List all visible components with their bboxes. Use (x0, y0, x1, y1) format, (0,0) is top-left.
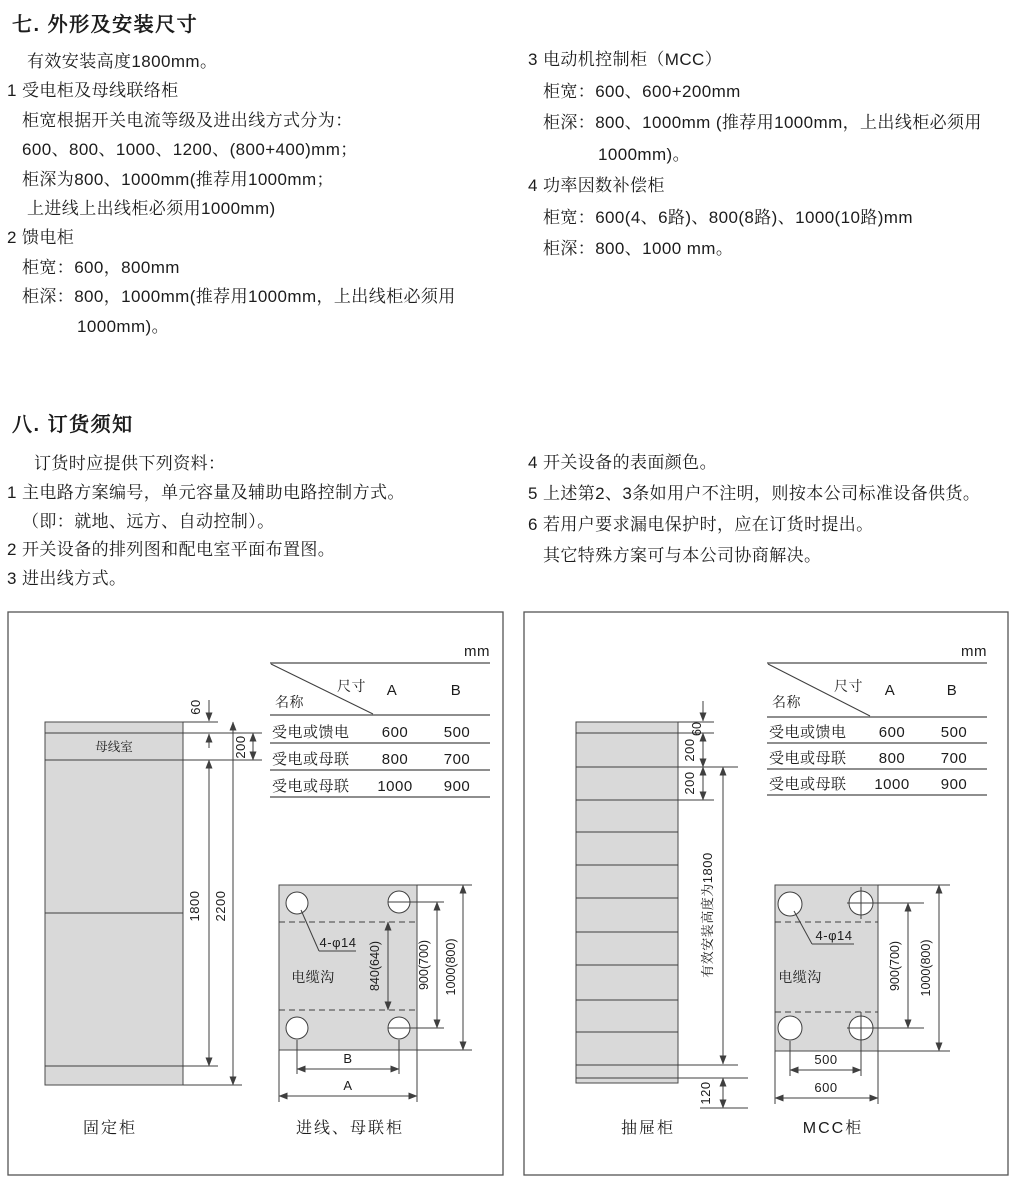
row-a: 1000 (377, 778, 413, 795)
busbar-room-label: 母线室 (95, 740, 133, 754)
spec-line: 4 开关设备的表面颜色。 (528, 453, 717, 472)
spec-line: 柜宽根据开关电流等级及进出线方式分为： (22, 110, 353, 130)
dim-label: 840(640) (368, 940, 382, 992)
spec-line: 1000mm)。 (77, 316, 170, 336)
row-a: 800 (878, 750, 906, 767)
dim-label: 有效安装高度为1800 (700, 852, 715, 978)
dim-label: 900(700) (417, 939, 431, 991)
spec-line: 柜宽：600，800mm (22, 257, 180, 277)
row-name: 受电或母联 (769, 750, 847, 767)
cable-trench-label: 电缆沟 (778, 969, 822, 985)
left-diagram-panel (8, 612, 503, 1175)
cable-trench-label: 电缆沟 (291, 969, 335, 985)
row-b: 900 (940, 776, 968, 793)
spec-line: 3 电动机控制柜（MCC） (528, 50, 723, 69)
spec-line: 2 馈电柜 (7, 228, 75, 248)
dim-label: 2200 (213, 890, 228, 922)
row-name: 受电或母联 (769, 776, 847, 793)
spec-line: 柜深：800，1000mm(推荐用1000mm，上出线柜必须用 (22, 287, 456, 307)
spec-line: 2 开关设备的排列图和配电室平面布置图。 (7, 540, 336, 560)
row-name: 受电或母联 (272, 778, 350, 795)
spec-line: 1000mm)。 (598, 144, 691, 164)
spec-line: 5 上述第2、3条如用户不注明，则按本公司标准设备供货。 (528, 484, 981, 503)
dim-label: B (343, 1051, 353, 1066)
table-col-b: B (450, 682, 462, 699)
row-a: 1000 (874, 776, 910, 793)
dim-label: 1800 (187, 890, 202, 922)
size-table-right (767, 643, 987, 795)
spec-line: 柜深为800、1000mm(推荐用1000mm； (22, 169, 334, 189)
unit-label: mm (464, 643, 490, 660)
row-a: 800 (381, 751, 409, 768)
spec-line: 上进线上出线柜必须用1000mm) (27, 199, 276, 219)
row-a: 600 (878, 724, 906, 741)
fixed-cabinet-drawing (45, 699, 262, 1137)
spec-line: 1 主电路方案编号，单元容量及辅助电路控制方式。 (7, 482, 405, 502)
table-header-name: 名称 (772, 694, 801, 710)
foundation-plan-left (279, 885, 472, 1137)
dim-label: 600 (814, 1080, 838, 1095)
section-8-title: 八. 订货须知 (12, 414, 134, 436)
bolt-hole-label: 4-φ14 (319, 935, 357, 950)
spec-line: 6 若用户要求漏电保护时，应在订货时提出。 (528, 515, 874, 534)
dim-label: 900(700) (888, 940, 902, 992)
dim-label: 1000(800) (919, 939, 933, 997)
table-row (272, 723, 470, 741)
section-7-title: 七. 外形及安装尺寸 (12, 14, 199, 36)
cabinet-caption: 抽屉柜 (620, 1120, 676, 1137)
spec-line: 柜宽：600、600+200mm (543, 81, 741, 101)
cabinet-caption: 固定柜 (82, 1120, 138, 1137)
plan-caption: 进线、母联柜 (295, 1120, 405, 1137)
cabinet-body (576, 722, 678, 1083)
row-b: 700 (443, 751, 471, 768)
table-row (272, 750, 470, 768)
dim-label: 1000(800) (444, 938, 458, 996)
dim-label: 200 (682, 771, 697, 795)
row-b: 500 (443, 724, 471, 741)
foundation-plan-right (775, 885, 950, 1137)
row-b: 700 (940, 750, 968, 767)
dim-label: 60 (188, 699, 203, 715)
table-col-a: A (386, 682, 398, 699)
table-header-dim: 尺寸 (337, 678, 366, 694)
section-7-left-column (7, 47, 517, 341)
table-row (769, 723, 967, 741)
spec-line: 订货时应提供下列资料： (34, 454, 226, 473)
spec-line: 其它特殊方案可与本公司协商解决。 (543, 546, 822, 565)
size-table-left (270, 643, 490, 797)
dim-label: 200 (682, 738, 697, 762)
dim-label: 120 (698, 1081, 713, 1105)
row-a: 600 (381, 724, 409, 741)
table-col-a: A (884, 682, 896, 699)
cabinet-body (45, 722, 183, 1085)
table-header-dim: 尺寸 (834, 678, 863, 694)
bolt-hole (286, 892, 308, 914)
dim-label: A (343, 1078, 353, 1093)
table-col-b: B (946, 682, 958, 699)
bolt-hole-label: 4-φ14 (815, 928, 853, 943)
spec-line: 3 进出线方式。 (7, 569, 127, 589)
spec-line: 600、800、1000、1200、(800+400)mm； (22, 140, 358, 160)
row-name: 受电或馈电 (272, 724, 350, 741)
table-row (769, 775, 967, 793)
table-row (272, 777, 470, 795)
row-name: 受电或母联 (272, 751, 350, 768)
dimension-diagrams (0, 600, 1015, 1190)
bolt-hole (778, 892, 802, 916)
section-8-right-column (528, 447, 1015, 571)
dim-label: 500 (814, 1052, 838, 1067)
table-header-name: 名称 (275, 694, 304, 710)
spec-line: 4 功率因数补偿柜 (528, 176, 665, 195)
spec-line: 1 受电柜及母线联络柜 (7, 81, 179, 101)
right-diagram-panel (524, 612, 1008, 1175)
drawer-cabinet-drawing (576, 701, 748, 1137)
section-7-right-column (528, 44, 1015, 265)
dim-label: 60 (690, 722, 704, 736)
section-8-left-column (7, 450, 517, 594)
spec-line: 柜深：800、1000mm (推荐用1000mm，上出线柜必须用 (543, 113, 982, 132)
row-name: 受电或馈电 (769, 724, 847, 741)
spec-line: 柜宽：600(4、6路)、800(8路)、1000(10路)mm (543, 207, 913, 227)
spec-line: 柜深：800、1000 mm。 (543, 239, 734, 258)
row-b: 500 (940, 724, 968, 741)
row-b: 900 (443, 778, 471, 795)
unit-label: mm (961, 643, 987, 660)
table-row (769, 749, 967, 767)
bolt-hole (778, 1016, 802, 1040)
plan-caption: MCC柜 (802, 1120, 864, 1137)
bolt-hole (286, 1017, 308, 1039)
dim-label: 200 (233, 735, 248, 759)
spec-line: （即：就地、远方、自动控制）。 (22, 511, 275, 531)
spec-line: 有效安装高度1800mm。 (27, 52, 218, 71)
